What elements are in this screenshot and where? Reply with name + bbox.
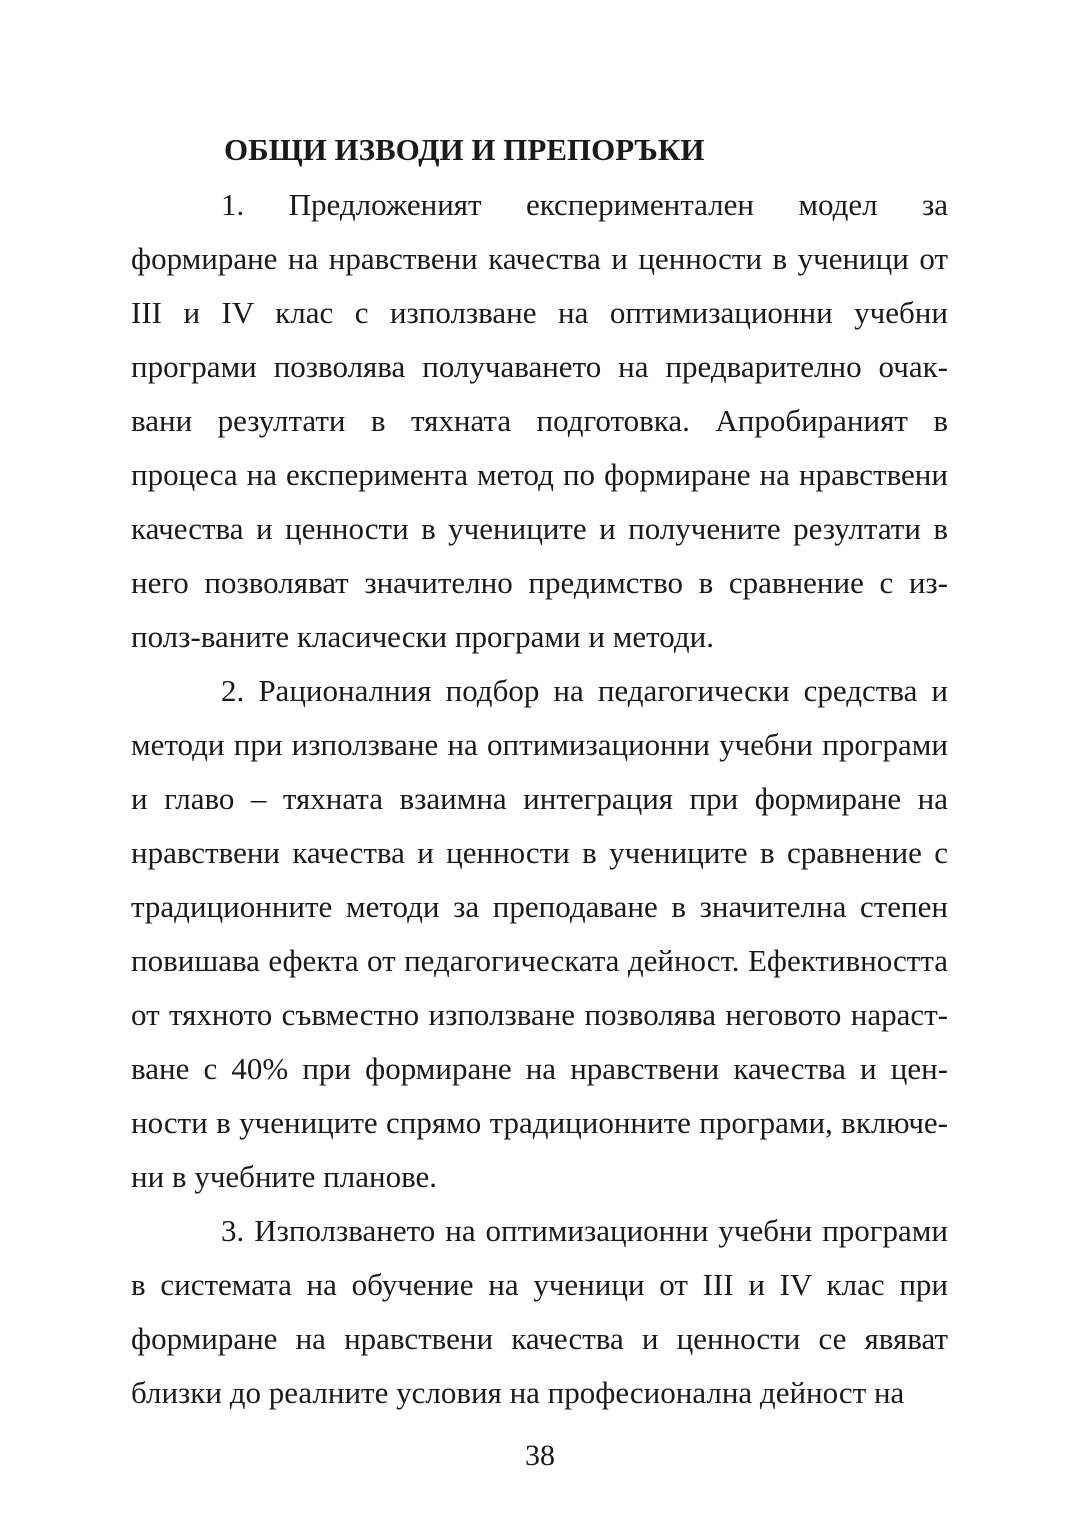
paragraph-3: 3. Използването на оптимизационни учебни програми в системата на обучение на ученици от III и IV клас при формиране на нравствени качества и ценности се явяват близки до реалните условия на професионална дейност на [131, 1213, 948, 1410]
body-text [131, 178, 948, 1420]
paragraph-2: 2. Рационалния подбор на педагогически средства и методи при използване на оптимизационни учебни програми и главо – тяхната взаимна интеграция при формиране на нравствени качества и ценности в учениците в сравнение с традиционните методи за преподаване в значителна степен повишава ефекта от педагогическата дейност. Ефективността от тяхното съвместно използване позволява неговото нараст-ване с 40% при формиране на нравствени качества и цен-ности в учениците спрямо традиционните програми, включе-ни в учебните планове. [131, 673, 948, 1194]
page-number: 38 [525, 1439, 555, 1472]
paragraph-1: 1. Предложеният експериментален модел за формиране на нравствени качества и ценности в ученици от III и IV клас с използване на оптимизационни учебни програми позволява получаването на предварително очак-вани резултати в тяхната подготовка. Апробираният в процеса на експеримента метод по формиране на нравствени качества и ценности в учениците и получените резултати в него позволяват значително предимство в сравнение с из-полз-ваните класически програми и методи. [131, 187, 948, 654]
section-heading: ОБЩИ ИЗВОДИ И ПРЕПОРЪКИ [224, 132, 705, 167]
